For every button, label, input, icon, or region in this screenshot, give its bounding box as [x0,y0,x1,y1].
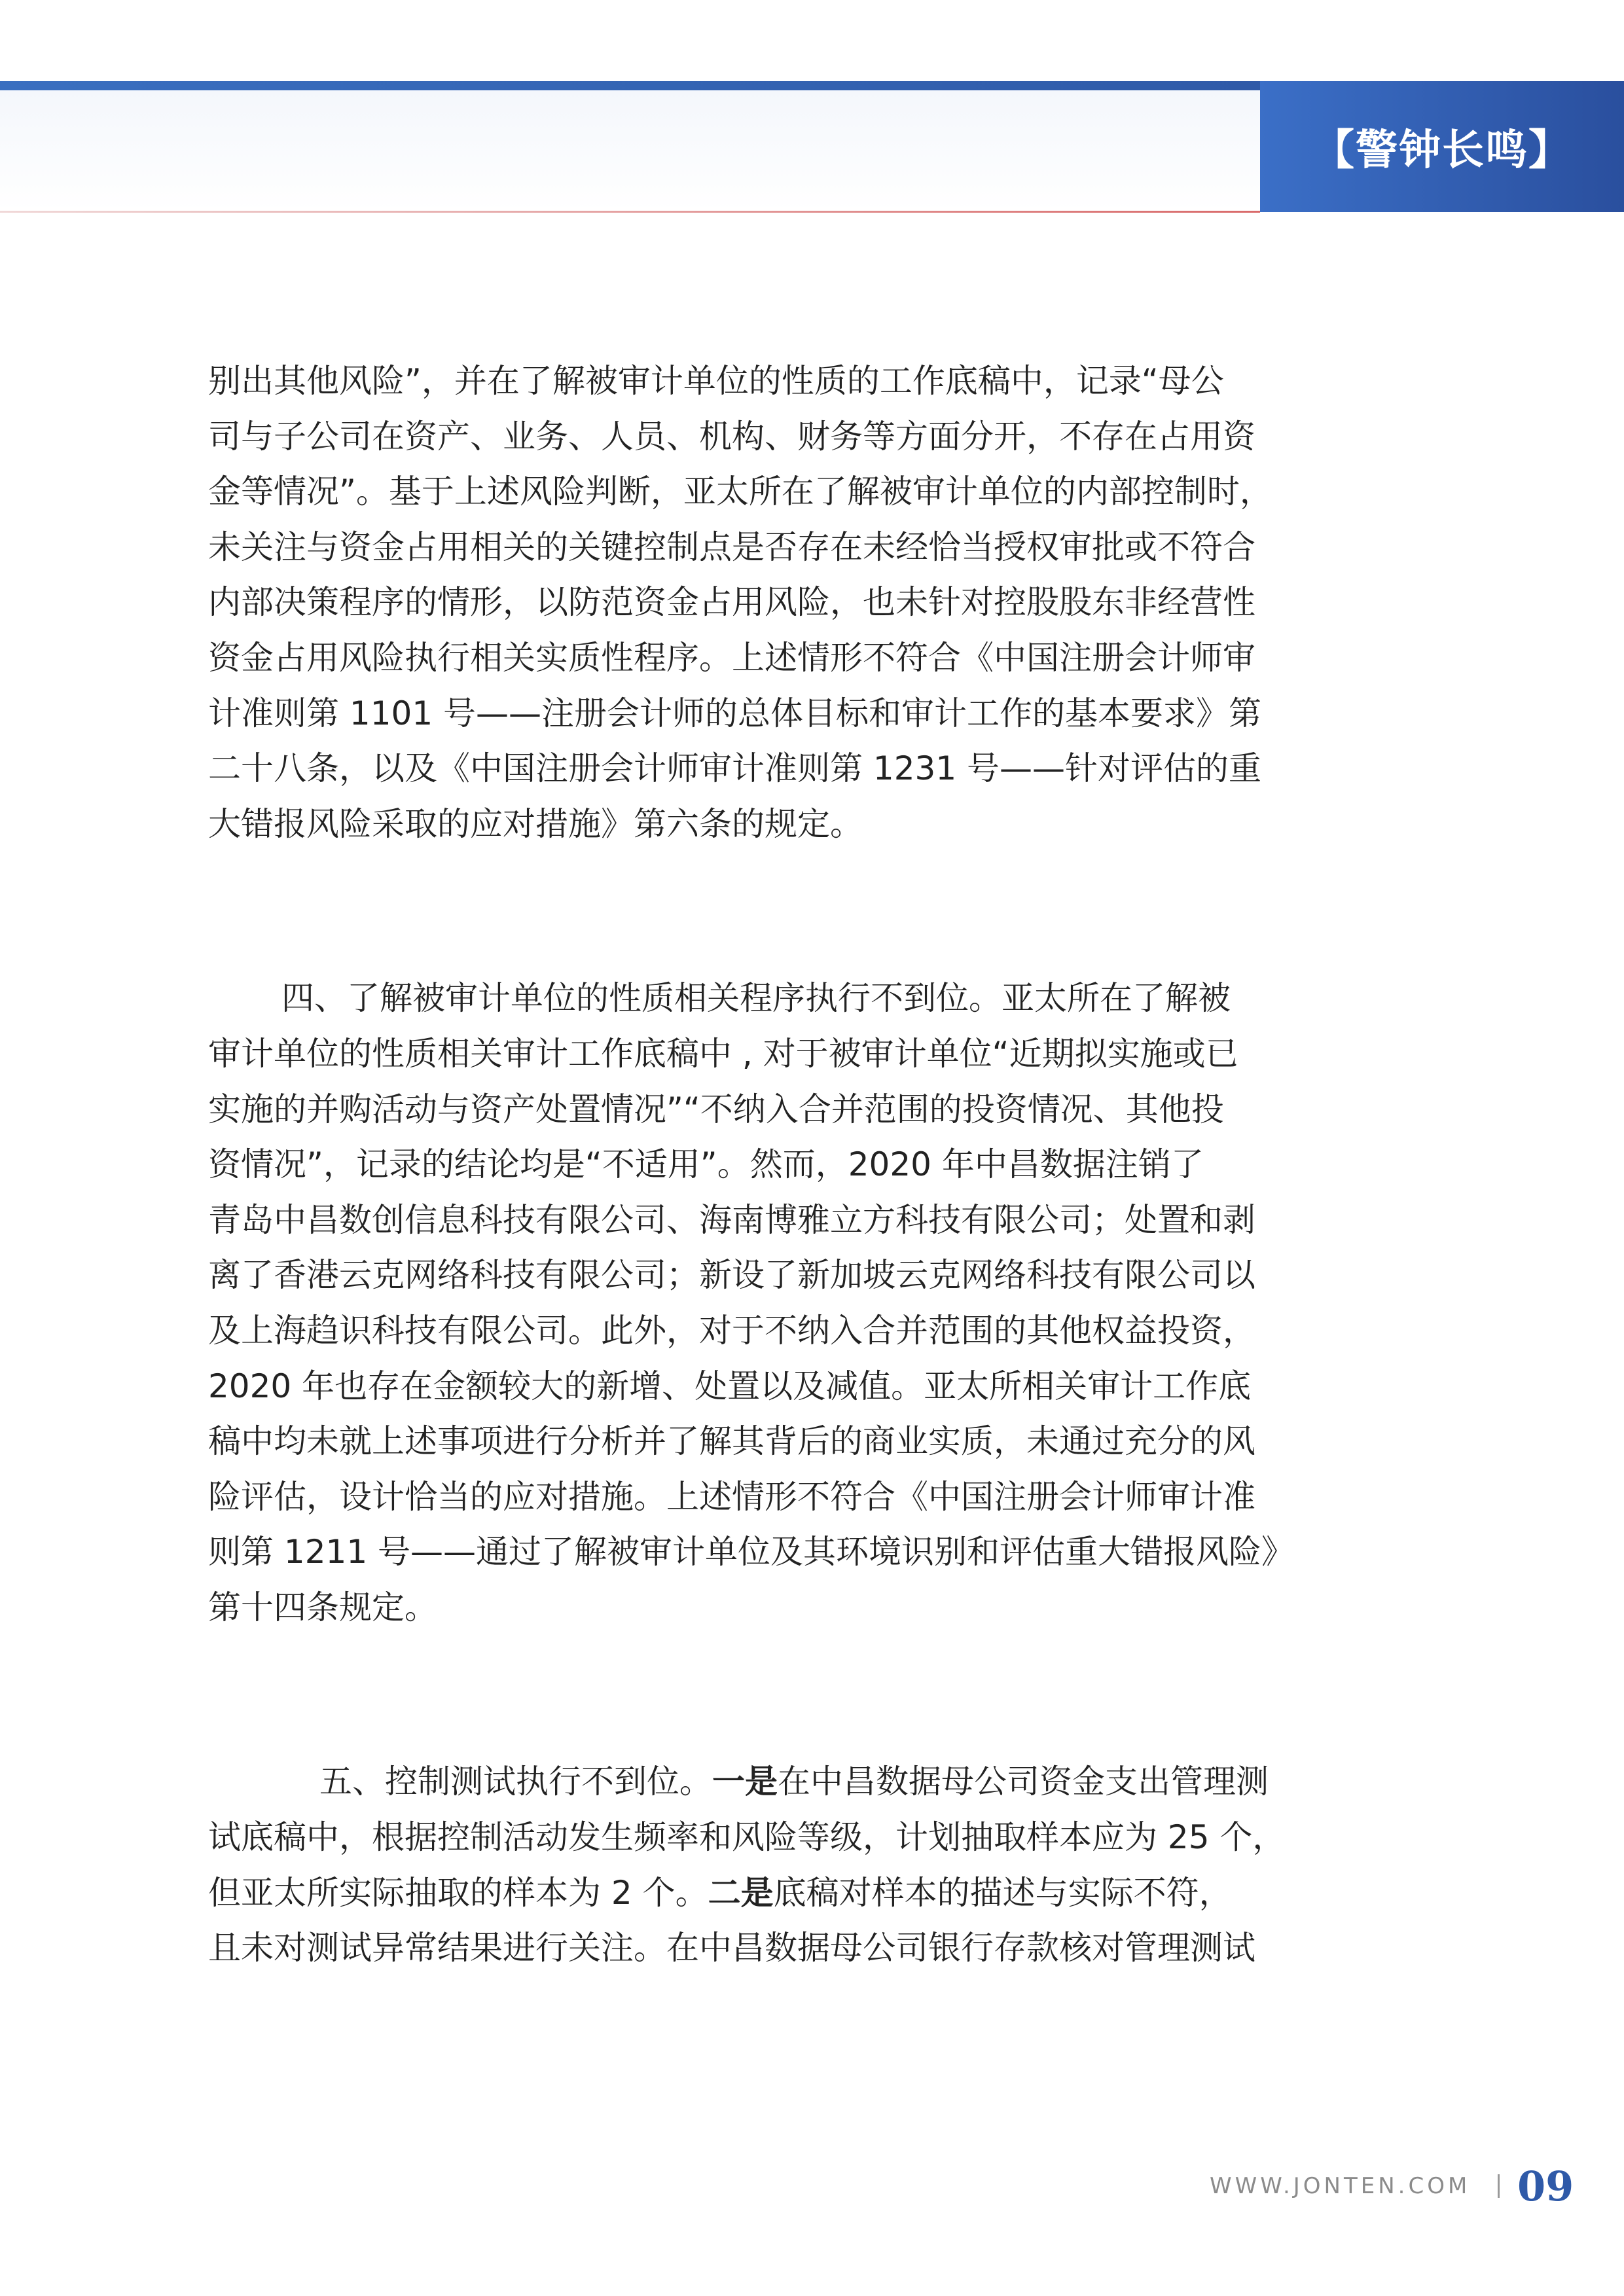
text-line: 二十八条，以及《中国注册会计师审计准则第 1231 号——针对评估的重 [208,749,1262,788]
section-tag: 【警钟长鸣】 [1260,81,1624,212]
paragraph-gap [208,852,1427,971]
text-line: 2020 年也存在金额较大的新增、处置以及减值。亚太所相关审计工作底 [208,1367,1252,1405]
text-line: 计准则第 1101 号——注册会计师的总体目标和审计工作的基本要求》第 [208,694,1262,732]
header-band [0,90,1260,211]
header-accent-line [0,81,1260,90]
text-line: 试底稿中，根据控制活动发生频率和风险等级，计划抽取样本应为 25 个， [208,1818,1286,1857]
emphasis-first: 一是 [712,1763,778,1801]
text-line: 金等情况”。基于上述风险判断，亚太所在了解被审计单位的内部控制时， [208,473,1272,511]
text-line: 且未对测试异常结果进行关注。在中昌数据母公司银行存款核对管理测试 [208,1929,1255,1967]
text-line [208,1754,1427,1810]
paragraph-gap [208,1635,1427,1754]
page-number: 09 [1517,2162,1574,2210]
text-run: 底稿对样本的描述与实际不符， [773,1873,1232,1912]
text-line: 审计单位的性质相关审计工作底稿中 , 对于被审计单位“近期拟实施或已 [208,1034,1238,1073]
text-line: 未关注与资金占用相关的关键控制点是否存在未经恰当授权审批或不符合 [208,528,1255,566]
text-line: 离了香港云克网络科技有限公司；新设了新加坡云克网络科技有限公司以 [208,1256,1255,1295]
text-line: 大错报风险采取的应对措施》第六条的规定。 [208,804,863,843]
text-line [208,1865,1427,1921]
paragraph-2 [208,971,1427,1635]
text-line: 青岛中昌数创信息科技有限公司、海南博雅立方科技有限公司；处置和剥 [208,1200,1255,1239]
footer-divider [1498,2174,1500,2198]
text-line: 资情况”，记录的结论均是“不适用”。然而，2020 年中昌数据注销了 [208,1145,1204,1184]
text-line: 则第 1211 号——通过了解被审计单位及其环境识别和评估重大错报风险》 [208,1533,1295,1571]
text-line: 资金占用风险执行相关实质性程序。上述情形不符合《中国注册会计师审 [208,638,1255,677]
text-line: 别出其他风险”，并在了解被审计单位的性质的工作底稿中，记录“母公 [208,362,1224,400]
text-line: 及上海趋识科技有限公司。此外，对于不纳入合并范围的其他权益投资， [208,1311,1255,1350]
article-body [208,353,1427,1976]
text-run: 五、控制测试执行不到位。 [319,1763,712,1801]
text-line: 第十四条规定。 [208,1588,437,1626]
paragraph-1 [208,353,1427,852]
emphasis-second: 二是 [708,1873,774,1912]
text-line: 司与子公司在资产、业务、人员、机构、财务等方面分开，不存在占用资 [208,417,1255,456]
text-line: 内部决策程序的情形，以防范资金占用风险，也未针对控股股东非经营性 [208,583,1255,622]
text-run: 但亚太所实际抽取的样本为 2 个。 [208,1873,708,1912]
text-line: 稿中均未就上述事项进行分析并了解其背后的商业实质，未通过充分的风 [208,1422,1255,1461]
paragraph-3 [208,1754,1427,1975]
footer-website: WWW.JONTEN.COM [1210,2173,1471,2199]
text-run: 在中昌数据母公司资金支出管理测 [778,1763,1269,1801]
text-line: 实施的并购活动与资产处置情况”“不纳入合并范围的投资情况、其他投 [208,1090,1224,1128]
header-divider [0,211,1260,213]
text-line: 险评估，设计恰当的应对措施。上述情形不符合《中国注册会计师审计准 [208,1477,1255,1516]
text-line: 四、了解被审计单位的性质相关程序执行不到位。亚太所在了解被 [281,979,1231,1018]
